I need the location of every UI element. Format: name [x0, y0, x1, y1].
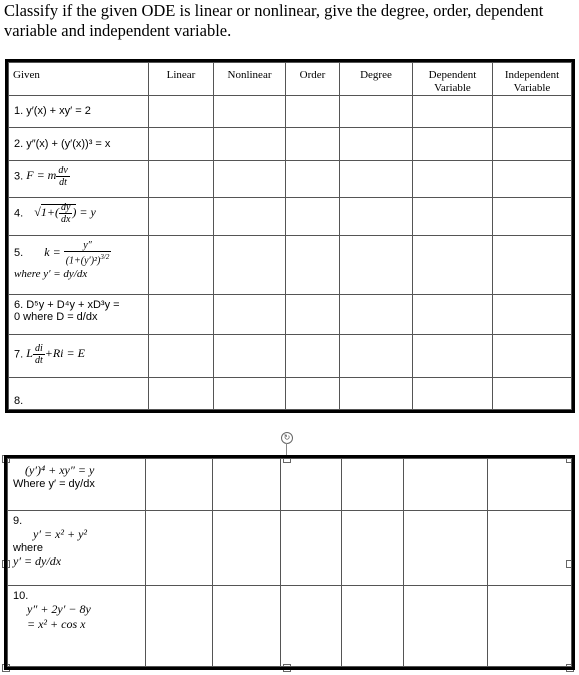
answer-cell[interactable]: [149, 295, 214, 335]
answer-cell[interactable]: [213, 459, 281, 511]
row-5-given: [9, 236, 149, 295]
header-dependent: Dependent Variable: [413, 63, 493, 96]
ode-table-part2: [7, 458, 572, 667]
answer-cell[interactable]: [286, 198, 340, 236]
answer-cell[interactable]: [214, 161, 286, 198]
answer-cell[interactable]: [149, 161, 214, 198]
answer-cell[interactable]: [404, 459, 488, 511]
table-row: [8, 586, 572, 667]
table-row: [9, 128, 572, 161]
row-7-number: 7.: [14, 348, 24, 361]
answer-cell[interactable]: [146, 586, 213, 667]
answer-cell[interactable]: [149, 128, 214, 161]
answer-cell[interactable]: [340, 378, 413, 410]
row-9-definition: y′ = dy/dx: [13, 554, 62, 568]
row-4-given: [9, 198, 149, 236]
answer-cell[interactable]: [214, 335, 286, 378]
answer-cell[interactable]: [342, 511, 404, 586]
answer-cell[interactable]: [286, 96, 340, 128]
row-7-equation: L $\frac{di}{dt}$ +Ri = E: [26, 343, 85, 366]
row-5-equation: k = $\frac{y''}{(1+(y')^2)^{3/2}}$: [44, 240, 110, 267]
answer-cell[interactable]: [149, 198, 214, 236]
row-5-number: 5.: [14, 246, 24, 259]
row-8-where: Where y′ = dy/dx: [13, 478, 95, 490]
header-linear: Linear: [149, 63, 214, 96]
table-row: [9, 161, 572, 198]
answer-cell[interactable]: [214, 236, 286, 295]
answer-cell[interactable]: [488, 586, 572, 667]
row-4-equation: √1+( $\frac{dy}{dx}$ ) = y: [34, 202, 96, 225]
answer-cell[interactable]: [286, 236, 340, 295]
table-row: [9, 236, 572, 295]
row-8-number: 8.: [9, 378, 149, 410]
answer-cell[interactable]: [404, 586, 488, 667]
answer-cell[interactable]: [286, 335, 340, 378]
answer-cell[interactable]: [149, 378, 214, 410]
answer-cell[interactable]: [413, 161, 493, 198]
answer-cell[interactable]: [214, 378, 286, 410]
answer-cell[interactable]: [146, 511, 213, 586]
answer-cell[interactable]: [493, 161, 572, 198]
answer-cell[interactable]: [493, 236, 572, 295]
row-6-given: [9, 295, 149, 335]
table-row: [9, 198, 572, 236]
answer-cell[interactable]: [286, 378, 340, 410]
header-degree: Degree: [340, 63, 413, 96]
table-row: [9, 295, 572, 335]
row-10-number: 10.: [13, 590, 29, 602]
header-order: Order: [286, 63, 340, 96]
answer-cell[interactable]: [214, 198, 286, 236]
answer-cell[interactable]: [493, 335, 572, 378]
row-5-where: where y′ = dy/dx: [14, 268, 88, 281]
header-nonlinear: Nonlinear: [214, 63, 286, 96]
answer-cell[interactable]: [340, 335, 413, 378]
answer-cell[interactable]: [342, 459, 404, 511]
answer-cell[interactable]: [214, 128, 286, 161]
row-7-given: [9, 335, 149, 378]
table-row: [9, 378, 572, 410]
answer-cell[interactable]: [214, 295, 286, 335]
table-row: [8, 511, 572, 586]
answer-cell[interactable]: [342, 586, 404, 667]
row-8-given: [8, 459, 146, 511]
answer-cell[interactable]: [493, 295, 572, 335]
answer-cell[interactable]: [493, 198, 572, 236]
row-9-equation: y′ = x² + y²: [33, 527, 87, 541]
question-title: Classify if the given ODE is linear or nonlinear, give the degree, order, dependent variable and independent variable.: [4, 1, 544, 40]
answer-cell[interactable]: [340, 295, 413, 335]
table-row: [9, 96, 572, 128]
row-6-line2: 0 where D = d/dx: [14, 311, 98, 323]
answer-cell[interactable]: [493, 378, 572, 410]
answer-cell[interactable]: [340, 128, 413, 161]
answer-cell[interactable]: [149, 335, 214, 378]
answer-cell[interactable]: [149, 96, 214, 128]
answer-cell[interactable]: [413, 96, 493, 128]
answer-cell[interactable]: [281, 586, 342, 667]
answer-cell[interactable]: [149, 236, 214, 295]
header-row: [9, 63, 572, 96]
answer-cell[interactable]: [493, 96, 572, 128]
answer-cell[interactable]: [281, 459, 342, 511]
answer-cell[interactable]: [146, 459, 213, 511]
row-3-equation: F = m $\frac{dv}{dt}$: [26, 165, 68, 188]
answer-cell[interactable]: [488, 511, 572, 586]
row-3-given: [9, 161, 149, 198]
row-10-equation-line1: y″ + 2y′ − 8y: [27, 602, 91, 616]
rotate-handle-icon[interactable]: ↻: [281, 432, 293, 444]
row-1-given: 1. y′(x) + xy′ = 2: [9, 96, 149, 128]
answer-cell[interactable]: [404, 511, 488, 586]
answer-cell[interactable]: [286, 295, 340, 335]
row-6-line1: 6. D⁵y + D⁴y + xD³y =: [14, 299, 120, 311]
ode-table-part1: [8, 62, 572, 410]
answer-cell[interactable]: [286, 128, 340, 161]
row-9-number: 9.: [13, 515, 23, 527]
answer-cell[interactable]: [488, 459, 572, 511]
answer-cell[interactable]: [286, 161, 340, 198]
row-3-number: 3.: [14, 170, 24, 183]
table-row: [8, 459, 572, 511]
answer-cell[interactable]: [413, 335, 493, 378]
answer-cell[interactable]: [413, 378, 493, 410]
row-2-given: 2. y″(x) + (y′(x))³ = x: [9, 128, 149, 161]
row-10-equation-line2: = x² + cos x: [27, 617, 86, 631]
answer-cell[interactable]: [413, 198, 493, 236]
row-9-given: [8, 511, 146, 586]
row-9-where: where: [13, 542, 43, 554]
answer-cell[interactable]: [340, 198, 413, 236]
answer-cell[interactable]: [340, 236, 413, 295]
row-4-number: 4.: [14, 207, 24, 220]
answer-cell[interactable]: [213, 586, 281, 667]
answer-cell[interactable]: [213, 511, 281, 586]
table-row: [9, 335, 572, 378]
header-given: Given: [9, 63, 149, 96]
header-independent: Independent Variable: [493, 63, 572, 96]
row-10-given: [8, 586, 146, 667]
answer-cell[interactable]: [413, 236, 493, 295]
answer-cell[interactable]: [281, 511, 342, 586]
answer-cell[interactable]: [413, 295, 493, 335]
answer-cell[interactable]: [413, 128, 493, 161]
answer-cell[interactable]: [493, 128, 572, 161]
row-8-equation: (y′)⁴ + xy″ = y: [25, 463, 95, 477]
answer-cell[interactable]: [214, 96, 286, 128]
answer-cell[interactable]: [340, 161, 413, 198]
answer-cell[interactable]: [340, 96, 413, 128]
